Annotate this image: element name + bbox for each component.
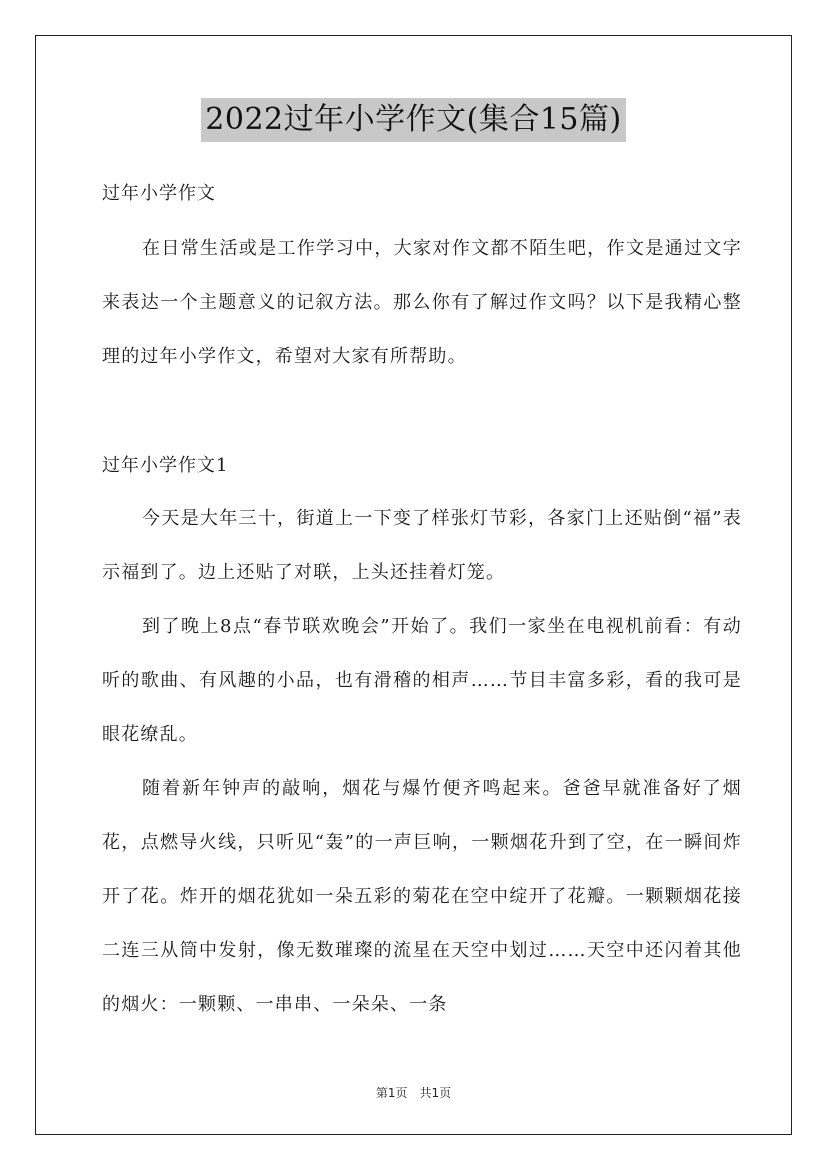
body-paragraph-2: 到了晚上8点“春节联欢晚会”开始了。我们一家坐在电视机前看：有动听的歌曲、有风趣的小品，也有滑稽的相声……节目丰富多彩，看的我可是眼花缭乱。 — [102, 616, 742, 745]
page-number: 第1页 — [375, 1086, 408, 1100]
page-total: 共1页 — [419, 1086, 452, 1100]
intro-heading: 过年小学作文 — [102, 183, 216, 204]
document-title: 2022过年小学作文(集合15篇) — [201, 98, 625, 142]
body-paragraph-3: 随着新年钟声的敲响，烟花与爆竹便齐鸣起来。爸爸早就准备好了烟花，点燃导火线，只听见“轰”的一声巨响，一颗烟花升到了空，在一瞬间炸开了花。炸开的烟花犹如一朵五彩的菊花在空中绽开了花瓣。一颗颗烟花接二连三从筒中发射，像无数璀璨的流星在天空中划过……天空中还闪着其他的烟火：一颗颗、一串串、一朵朵、一条 — [102, 778, 742, 1015]
section-heading: 过年小学作文1 — [102, 455, 229, 476]
body-paragraph-1: 今天是大年三十，街道上一下变了样张灯节彩，各家门上还贴倒“福”表示福到了。边上还贴了对联，上头还挂着灯笼。 — [102, 508, 742, 583]
title-container — [0, 98, 827, 142]
intro-paragraph: 在日常生活或是工作学习中，大家对作文都不陌生吧，作文是通过文字来表达一个主题意义的记叙方法。那么你有了解过作文吗？以下是我精心整理的过年小学作文，希望对大家有所帮助。 — [102, 238, 742, 367]
page-footer — [0, 1085, 827, 1101]
